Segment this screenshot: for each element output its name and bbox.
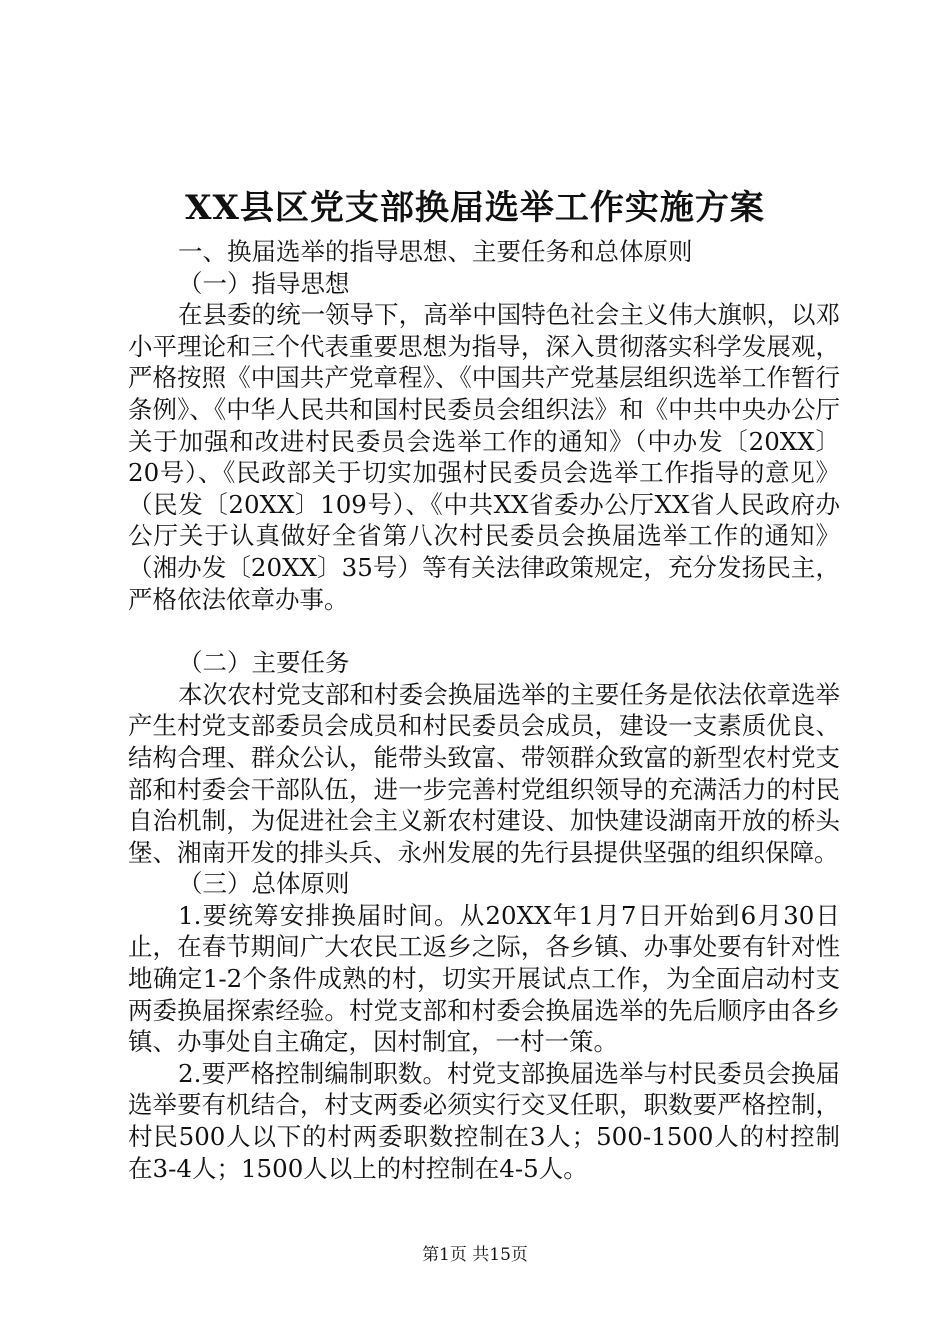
- sub3-item-1: 1.要统筹安排换届时间。从20XX年1月7日开始到6月30日止，在春节期间广大农民工返乡之际，各乡镇、办事处要有针对性地确定1-2个条件成熟的村，切实开展试点工作，为全面启动村支两委换届探索经验。村党支部和村委会换届选举的先后顺序由各乡镇、办事处自主确定，因村制宜，一村一策。: [128, 900, 840, 1057]
- sub3-item-2: 2.要严格控制编制职数。村党支部换届选举与村民委员会换届选举要有机结合，村支两委必须实行交叉任职，职数要严格控制，村民500人以下的村两委职数控制在3人；500-1500人的村控制在3-4人；1500人以上的村控制在4-5人。: [128, 1058, 840, 1183]
- section1-heading: 一、换届选举的指导思想、主要任务和总体原则: [178, 237, 693, 266]
- document-title: XX县区党支部换届选举工作实施方案: [185, 188, 765, 228]
- sub1-heading: （一）指导思想: [178, 268, 350, 298]
- sub2-paragraph: 本次农村党支部和村委会换届选举的主要任务是依法依章选举产生村党支部委员会成员和村民委员会成员，建设一支素质优良、结构合理、群众公认，能带头致富、带领群众致富的新型农村党支部和村委会干部队伍，进一步完善村党组织领导的充满活力的村民自治机制，为促进社会主义新农村建设、加快建设湖南开放的桥头堡、湘南开发的排头兵、永州发展的先行县提供坚强的组织保障。: [128, 679, 840, 867]
- sub2-heading: （二）主要任务: [178, 648, 350, 678]
- paragraph-gap: [128, 615, 840, 647]
- page-number-footer: 第1页 共15页: [422, 1245, 528, 1265]
- sub1-paragraph: 在县委的统一领导下，高举中国特色社会主义伟大旗帜，以邓小平理论和三个代表重要思想为指导，深入贯彻落实科学发展观，严格按照《中国共产党章程》、《中国共产党基层组织选举工作暂行条例》、《中华人民共和国村民委员会组织法》和《中共中央办公厅关于加强和改进村民委员会选举工作的通知》（中办发〔20XX〕20号）、《民政部关于切实加强村民委员会选举工作指导的意见》（民发〔20XX〕109号）、《中共XX省委办公厅XX省人民政府办公厅关于认真做好全省第八次村民委员会换届选举工作的通知》（湘办发〔20XX〕35号）等有关法律政策规定，充分发扬民主，严格依法依章办事。: [128, 300, 840, 614]
- sub3-heading: （三）总体原则: [178, 869, 350, 899]
- document-body: [128, 236, 840, 1184]
